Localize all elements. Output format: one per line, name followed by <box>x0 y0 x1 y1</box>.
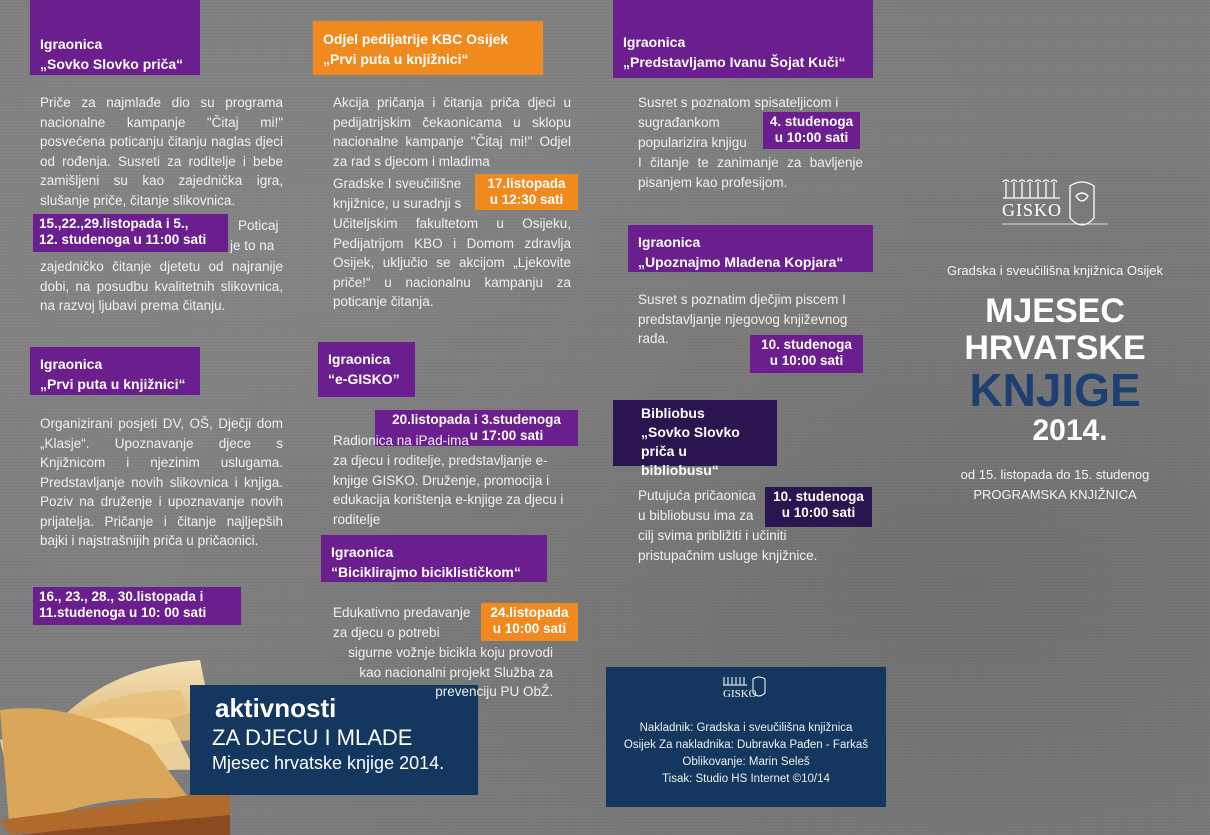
publisher-line4: Tisak: Studio HS Internet ©10/14 <box>662 773 830 785</box>
col2-block2-header <box>318 342 415 397</box>
col3-block1-date <box>763 112 860 149</box>
col1-block1-text: Priče za najmlađe dio su programa nacionalne kampanje "Čitaj mi!" posvećena poticanju čitanju naglas djeci od rođenja. Susreti za roditelje i bebe zamišljeni su kao zajednička igra, slušanje priče, čitanje slikovnica. <box>40 95 283 208</box>
gisko-logo-icon <box>721 675 771 703</box>
cover-dates: od 15. listopada do 15. studenog <box>960 467 1150 482</box>
col3-block3-header-line1: Bibliobus <box>641 405 705 421</box>
col1-block2-date-line2: 11.studenoga u 10: 00 sati <box>39 605 207 620</box>
col2-block3-date <box>481 603 578 641</box>
col2-block3-date-line2: u 10:00 sati <box>492 621 567 636</box>
col3-block1-date-line1: 4. studenoga <box>769 114 854 129</box>
col3-block1-text-line2: sugrađankom <box>638 115 720 130</box>
col3-block1-header-line1: Igraonica <box>623 34 686 50</box>
col3-block2-header-line2: „Upoznajmo Mladena Kopjara“ <box>638 254 844 270</box>
col1-block2-date <box>33 587 241 625</box>
cover-logo-text: GISKO <box>1002 200 1063 220</box>
col2-block3-header-line1: Igraonica <box>331 544 394 560</box>
col1-block1-date <box>33 214 228 252</box>
cover-title-line1: MJESEC <box>985 292 1125 330</box>
col2-block2-header-line1: Igraonica <box>328 351 391 367</box>
cover-logo <box>1000 178 1110 238</box>
col1-block1-header-line1: Igraonica <box>40 36 103 52</box>
col1-block1-header-line2: „Sovko Slovko priča“ <box>40 56 184 72</box>
col2-block2-header-line2: “e-GISKO” <box>328 371 400 387</box>
col1-block1-date-line2: 12. studenoga u 11:00 sati <box>39 232 207 247</box>
col2-block1-header <box>313 21 543 75</box>
col2-block1-text-before-date1: Gradske I sveučilišne <box>333 176 462 191</box>
col1-block2-header-line1: Igraonica <box>40 356 103 372</box>
publisher-box <box>606 667 886 807</box>
col3-block2-date <box>750 335 863 373</box>
cover-year: 2014. <box>1032 414 1108 447</box>
col2-block2-text-before-date: Radionica na iPad-ima <box>333 433 469 448</box>
col3-block3-text: cilj svima približiti i učiniti pristupačnim usluge knjižnice. <box>638 528 818 563</box>
cover-title-line2: HRVATSKE <box>964 329 1146 367</box>
col3-block2-header-line1: Igraonica <box>638 234 701 250</box>
col2-block1-text1: Akcija pričanja i čitanja priča djeci u pedijatrijskim čekaonicama u sklopu nacionalne kampanje "Čitaj mi!" Odjel za rad s djecom i mladima <box>333 95 571 169</box>
col3-block1-header <box>613 0 873 78</box>
col2-block2-date-line1: 20.listopada i 3.studenoga <box>392 412 561 427</box>
col3-block3-text-before1: Putujuća pričaonica <box>638 488 756 503</box>
col2-block1-header-line1: Odjel pedijatrije KBC Osijek <box>323 31 509 47</box>
col1-block2-header-line2: „Prvi puta u knjižnici“ <box>40 376 186 392</box>
publisher-line3: Oblikovanje: Marin Seleš <box>682 756 810 768</box>
col2-block1-date-line2: u 12:30 sati <box>489 192 564 207</box>
col2-block1-text2: Učiteljskim fakultetom u Osijeku, Pedijatrijom KBO i Domom zdravlja Osijek, uključio se akcijom „Ljekovite priče!“ u nacionalnu kampanju za poticanje čitanja. <box>333 216 571 309</box>
col3-block2-header <box>628 225 873 272</box>
col3-block1-header-line2: „Predstavljamo Ivanu Šojat Kuči“ <box>623 54 846 70</box>
col3-block3-header-line3: priča u bibliobusu“ <box>641 443 719 478</box>
col2-block1-date-line1: 17.listopada <box>487 176 566 191</box>
col2-block3-text-before-date1: Edukativno predavanje <box>333 605 471 620</box>
gisko-cover-logo-icon <box>1000 178 1110 238</box>
cover-library-name: Gradska i sveučilišna knjižnica Osijek <box>946 263 1164 278</box>
col1-block2-header <box>30 347 200 395</box>
banner-line3: Mjesec hrvatske knjige 2014. <box>212 753 445 773</box>
col1-block1-after-date1: Poticaj <box>238 218 279 233</box>
col3-block1-text-line1: Susret s poznatom spisateljicom i <box>638 95 839 110</box>
col3-block3-text-before2: u bibliobusu ima za <box>638 508 754 523</box>
col2-block1-header-line2: „Prvi puta u knjižnici“ <box>323 51 469 67</box>
col2-block3-header <box>321 535 547 582</box>
col2-block2-text: za djecu i roditelje, predstavljanje e-knjige GISKO. Druženje, promocija i edukacija korištenja e-knjige za djecu i roditelje <box>333 453 564 527</box>
publisher-logo-text: GISKO <box>723 688 757 700</box>
col3-block3-date <box>765 487 872 527</box>
col2-block3-header-line2: “Biciklirajmo biciklističkom“ <box>331 564 521 580</box>
cover-title-block <box>925 262 1185 504</box>
gisko-logo <box>606 675 886 708</box>
col2-block1-date <box>475 174 578 210</box>
col3-block3-header <box>613 400 777 478</box>
col3-block1-text2: I čitanje te zanimanje za bavljenje pisanjem kao profesijom. <box>638 155 863 190</box>
col3-block3-header-line2: „Sovko Slovko <box>641 424 740 440</box>
col3-block3-date-line2: u 10:00 sati <box>781 505 856 520</box>
col2-block1-text-before-date2: knjižnice, u suradnji s <box>333 196 462 211</box>
col3-block2-date-line2: u 10:00 sati <box>769 353 844 368</box>
col3-block3-date-line1: 10. studenoga <box>773 489 864 504</box>
col1-block2-text: Organizirani posjeti DV, OŠ, Dječji dom „Klasje“. Upoznavanje djece s Knjižnicom i njezinim uslugama. Predstavljanje novih slikovnica i knjiga. Poziv na druženje i upoznavanje novih prijatelja. Pričanje i čitanje najljepših bajki i najstrašnijih priča u pričaonici. <box>40 416 283 548</box>
col3-block1-date-line2: u 10:00 sati <box>774 130 849 145</box>
col1-block1-after-date2: je to na <box>230 238 275 253</box>
publisher-line1: Nakladnik: Gradska i sveučilišna knjižnica <box>639 722 853 734</box>
col1-banner <box>190 685 478 795</box>
col3-block1-text-line3: popularizira knjigu <box>638 135 747 150</box>
banner-line1: aktivnosti <box>215 693 337 723</box>
banner-line2: ZA DJECU I MLADE <box>212 725 413 750</box>
cover-title-line3: KNJIGE <box>969 364 1141 416</box>
col2-block3-text-before-date2: za djecu o potrebi <box>333 625 440 640</box>
col1-block1-date-line1: 15.,22.,29.listopada i 5., <box>39 216 189 231</box>
col1-block2-date-line1: 16., 23., 28., 30.listopada i <box>39 589 204 604</box>
col1-block1-header <box>30 0 200 75</box>
publisher-line2: Osijek Za nakladnika: Dubravka Pađen - Farkaš <box>623 739 869 751</box>
col3-block2-date-line1: 10. studenoga <box>761 337 852 352</box>
cover-program: PROGRAMSKA KNJIŽNICA <box>973 487 1137 502</box>
col3-block2-text: Susret s poznatim dječjim piscem I predstavljanje njegovog književnog rada. <box>638 292 848 346</box>
col2-block2-date-line2: u 17:00 sati <box>469 428 544 443</box>
col2-block3-date-line1: 24.listopada <box>490 605 569 620</box>
col1-block1-text2: zajedničko čitanje djetetu od najranije dobi, na posudbu kvalitetnih slikovnica, na razvoj ljubavi prema čitanju. <box>40 259 283 313</box>
col2-block3-text: sigurne vožnje bicikla koju provodi kao nacionalni projekt Služba za prevenciju PU ObŽ. <box>348 645 553 699</box>
